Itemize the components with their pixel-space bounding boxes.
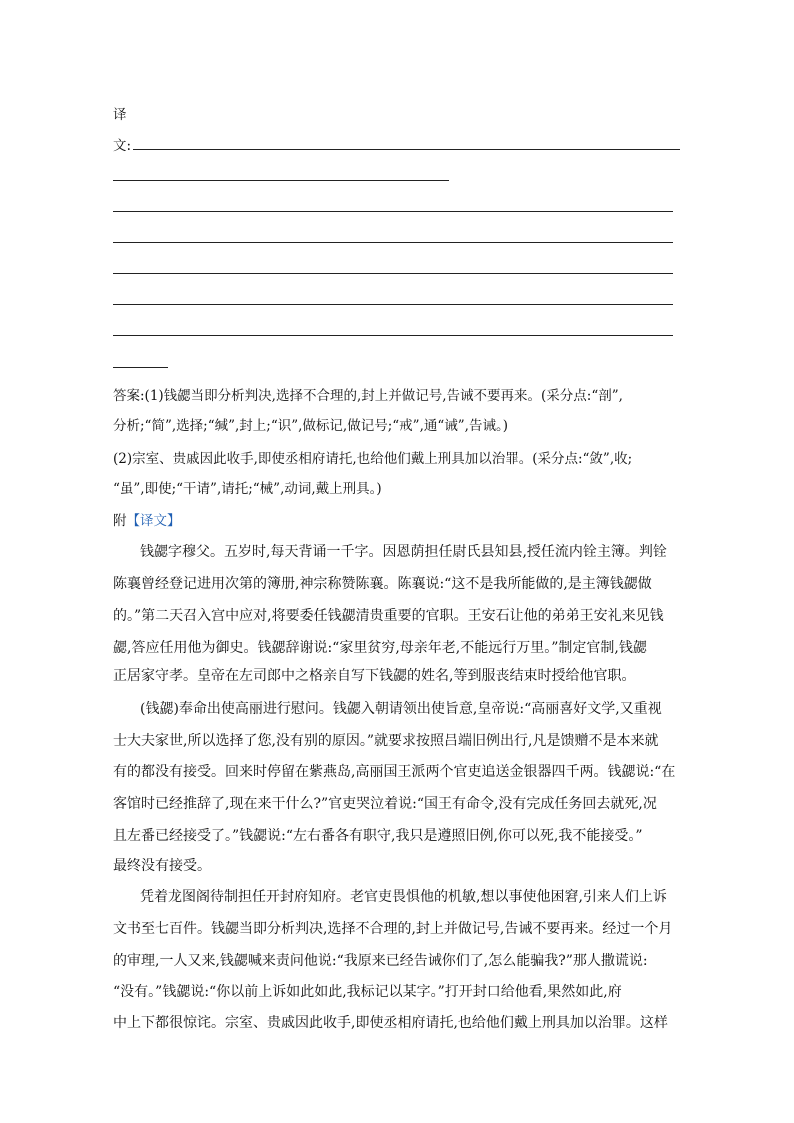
appendix-bracket-title: 【译文】 bbox=[126, 513, 181, 529]
paragraph-line: 且左番已经接受了。”钱勰说:“左右番各有职守,我只是遵照旧例,你可以死,我不能接受。” bbox=[113, 828, 643, 844]
paragraph-line: 正居家守孝。皇帝在左司郎中之格亲自写下钱勰的姓名,等到服丧结束时授给他官职。 bbox=[113, 668, 636, 684]
paragraph-line: 的。”第二天召入宫中应对,将要委任钱勰清贵重要的官职。王安石让他的弟弟王安礼来见钱 bbox=[113, 608, 664, 624]
blank-line[interactable] bbox=[113, 304, 673, 305]
paragraph-line: 最终没有接受。 bbox=[113, 858, 211, 874]
blank-line[interactable] bbox=[113, 335, 673, 336]
appendix-heading bbox=[113, 509, 181, 529]
paragraph-line: (钱勰)奉命出使高丽进行慰问。钱勰入朝请领出使旨意,皇帝说:“高丽喜好文学,又重视 bbox=[140, 701, 662, 717]
blank-line[interactable] bbox=[113, 180, 449, 181]
paragraph-line: 客馆时已经推辞了,现在来干什么?”官吏哭泣着说:“国王有命令,没有完成任务回去就死,况 bbox=[113, 796, 657, 812]
blank-line[interactable] bbox=[113, 211, 673, 212]
translation-label-part1: 译 bbox=[113, 107, 127, 123]
blank-line[interactable] bbox=[133, 149, 680, 150]
paragraph-line: 凭着龙图阁待制担任开封府知府。老官吏畏惧他的机敏,想以事使他困窘,引来人们上诉 bbox=[140, 889, 667, 905]
paragraph-line: 陈襄曾经登记进用次第的簿册,神宗称赞陈襄。陈襄说:“这不是我所能做的,是主簿钱勰做 bbox=[113, 576, 652, 592]
appendix-prefix: 附 bbox=[113, 513, 127, 529]
paragraph-line: 勰,答应任用他为御史。钱勰辞谢说:“家里贫穷,母亲年老,不能远行万里。”制定官制,钱勰 bbox=[113, 640, 647, 656]
blank-line[interactable] bbox=[113, 242, 673, 243]
paragraph-line: 钱勰字穆父。五岁时,每天背诵一千字。因恩荫担任尉氏县知县,授任流内铨主簿。判铨 bbox=[140, 544, 667, 560]
paragraph-line: 士大夫家世,所以选择了您,没有别的原因。”就要求按照吕端旧例出行,凡是馈赠不是本来就 bbox=[113, 733, 659, 749]
paragraph-line: “没有。”钱勰说:“你以前上诉如此如此,我标记以某字。”打开封口给他看,果然如此,府 bbox=[113, 984, 622, 1000]
answer-line: 分析;“简”,选择;“缄”,封上;“识”,做标记,做记号;“戒”,通“诫”,告诫。) bbox=[113, 418, 508, 434]
blank-line[interactable] bbox=[113, 273, 673, 274]
answer-line: “虽”,即使;“干请”,请托;“械”,动词,戴上刑具。) bbox=[113, 481, 382, 497]
paragraph-line: 有的都没有接受。回来时停留在紫燕岛,高丽国王派两个官吏追送金银器四千两。钱勰说:“在 bbox=[113, 764, 676, 780]
paragraph-line: 的审理,一人又来,钱勰喊来责问他说:“我原来已经告诫你们了,怎么能骗我?”那人撒谎说: bbox=[113, 953, 648, 969]
paragraph-line: 文书至七百件。钱勰当即分析判决,选择不合理的,封上并做记号,告诫不要再来。经过一个月 bbox=[113, 921, 673, 937]
translation-label-part2: 文: bbox=[113, 138, 132, 154]
paragraph-line: 中上下都很惊诧。宗室、贵戚因此收手,即使丞相府请托,也给他们戴上刑具加以治罪。这样 bbox=[113, 1015, 668, 1031]
blank-line[interactable] bbox=[113, 367, 168, 368]
answer-line: (2)宗室、贵戚因此收手,即使丞相府请托,也给他们戴上刑具加以治罪。(采分点:“敛”,收; bbox=[113, 451, 633, 467]
answer-line: 答案:(1)钱勰当即分析判决,选择不合理的,封上并做记号,告诫不要再来。(采分点:“剖”, bbox=[113, 388, 623, 404]
